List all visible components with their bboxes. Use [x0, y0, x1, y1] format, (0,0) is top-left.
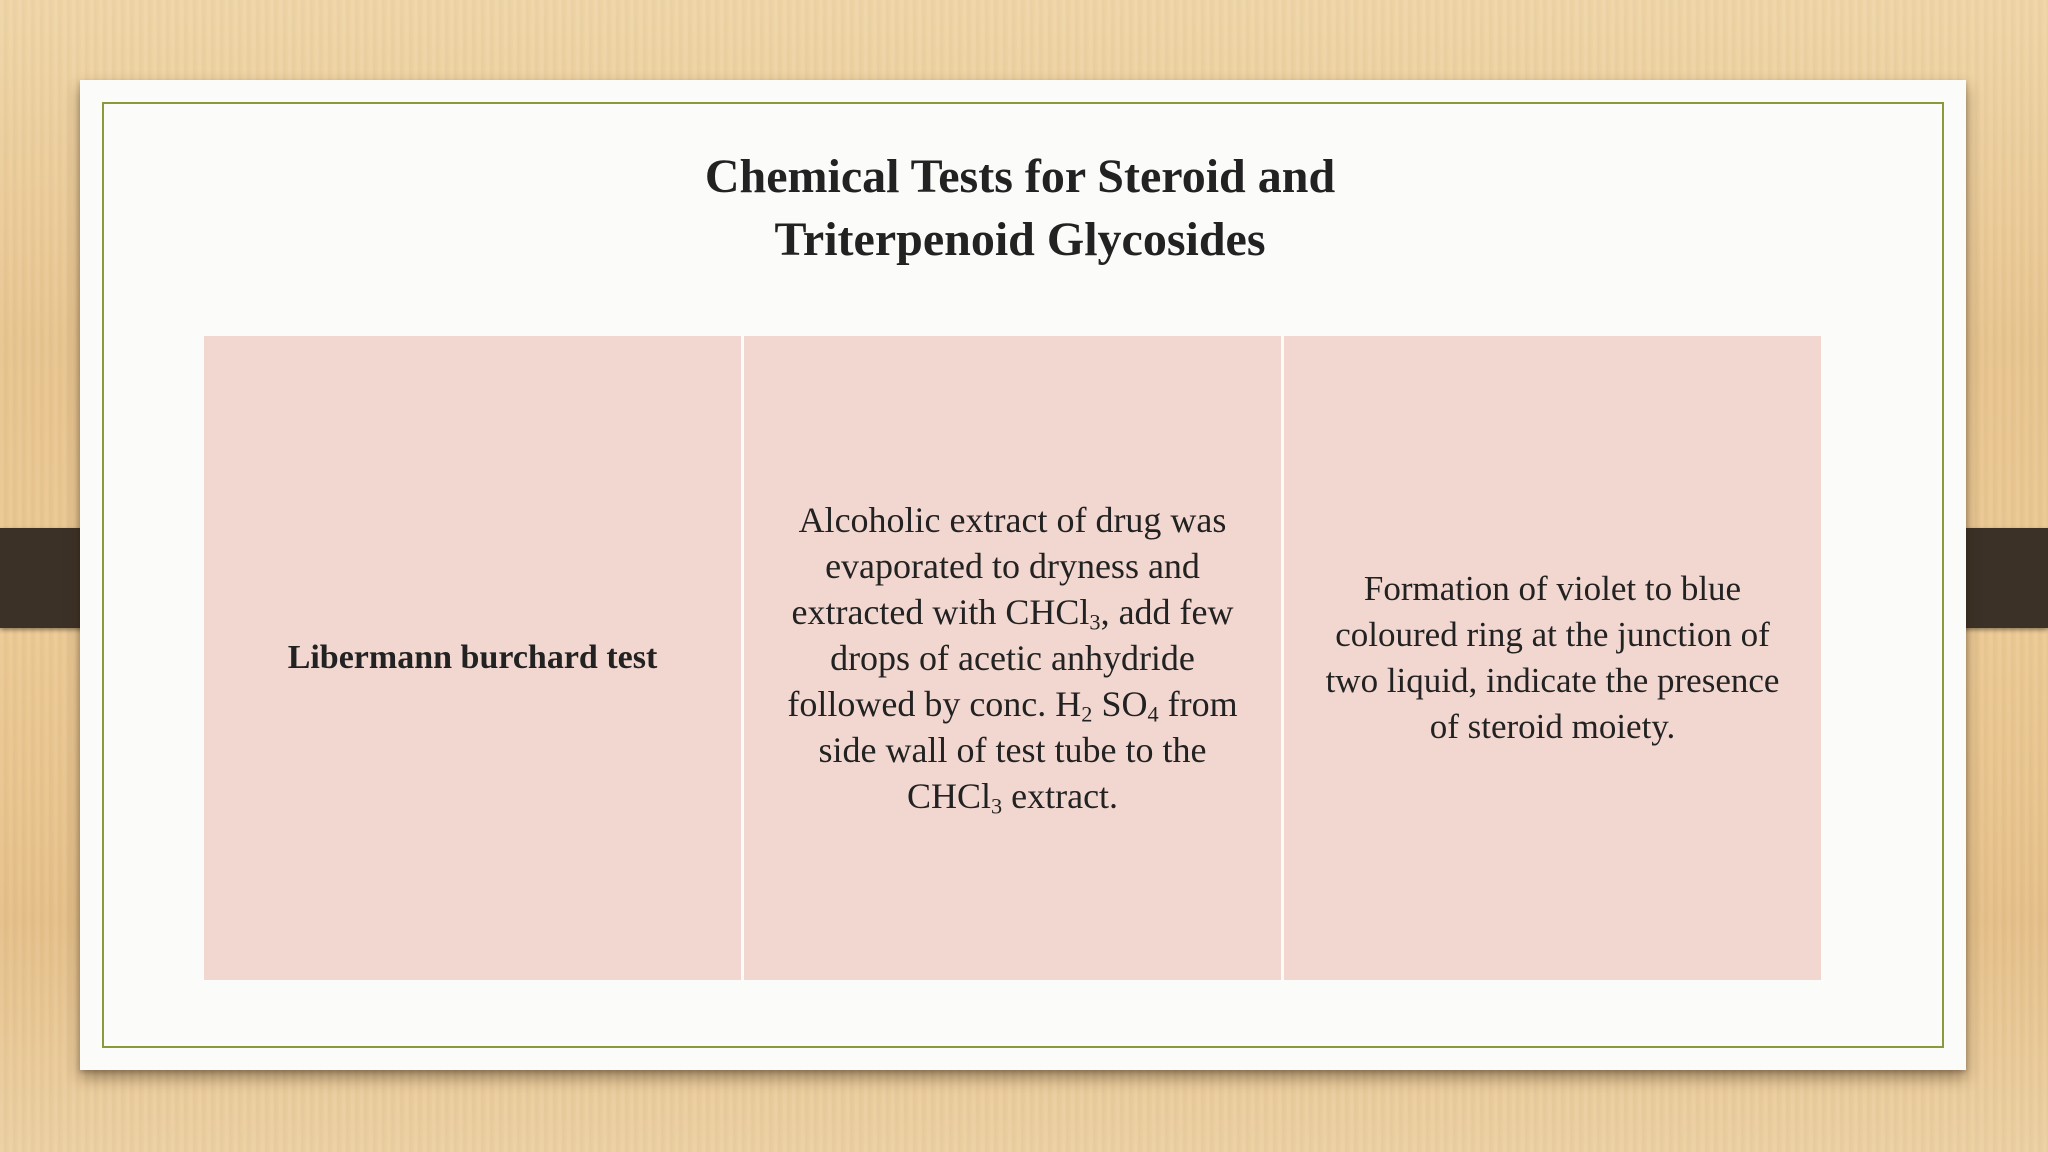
slide-title-line-2: Triterpenoid Glycosides	[774, 213, 1266, 266]
observation-cell	[1284, 336, 1821, 980]
procedure-cell	[744, 336, 1281, 980]
test-table	[204, 336, 1821, 980]
procedure-text-part: SO	[1092, 684, 1148, 724]
slide-title-line-1: Chemical Tests for Steroid and	[704, 150, 1336, 203]
subscript-2: 2	[1081, 701, 1093, 727]
procedure-text-part: from side wall of test tube to the CHCl	[818, 684, 1238, 816]
subscript-4: 4	[1147, 701, 1159, 727]
slide-title	[580, 145, 1460, 271]
test-name: Libermann burchard test	[287, 639, 658, 676]
subscript-3: 3	[990, 793, 1003, 819]
procedure-text-part: Alcoholic extract of drug was evaporated to dryness and extracted with CHCl	[791, 500, 1227, 632]
slide-sheet	[80, 80, 1966, 1070]
procedure-text-part: extract.	[1002, 776, 1119, 816]
procedure-text-part: , add few drops of acetic anhydride followed by conc. H	[787, 592, 1234, 724]
test-name-cell	[204, 336, 741, 980]
procedure-text	[768, 497, 1257, 819]
observation-text: Formation of violet to blue coloured ring at the junction of two liquid, indicate the presence of steroid moiety.	[1325, 569, 1780, 746]
subscript-3: 3	[1089, 609, 1101, 635]
